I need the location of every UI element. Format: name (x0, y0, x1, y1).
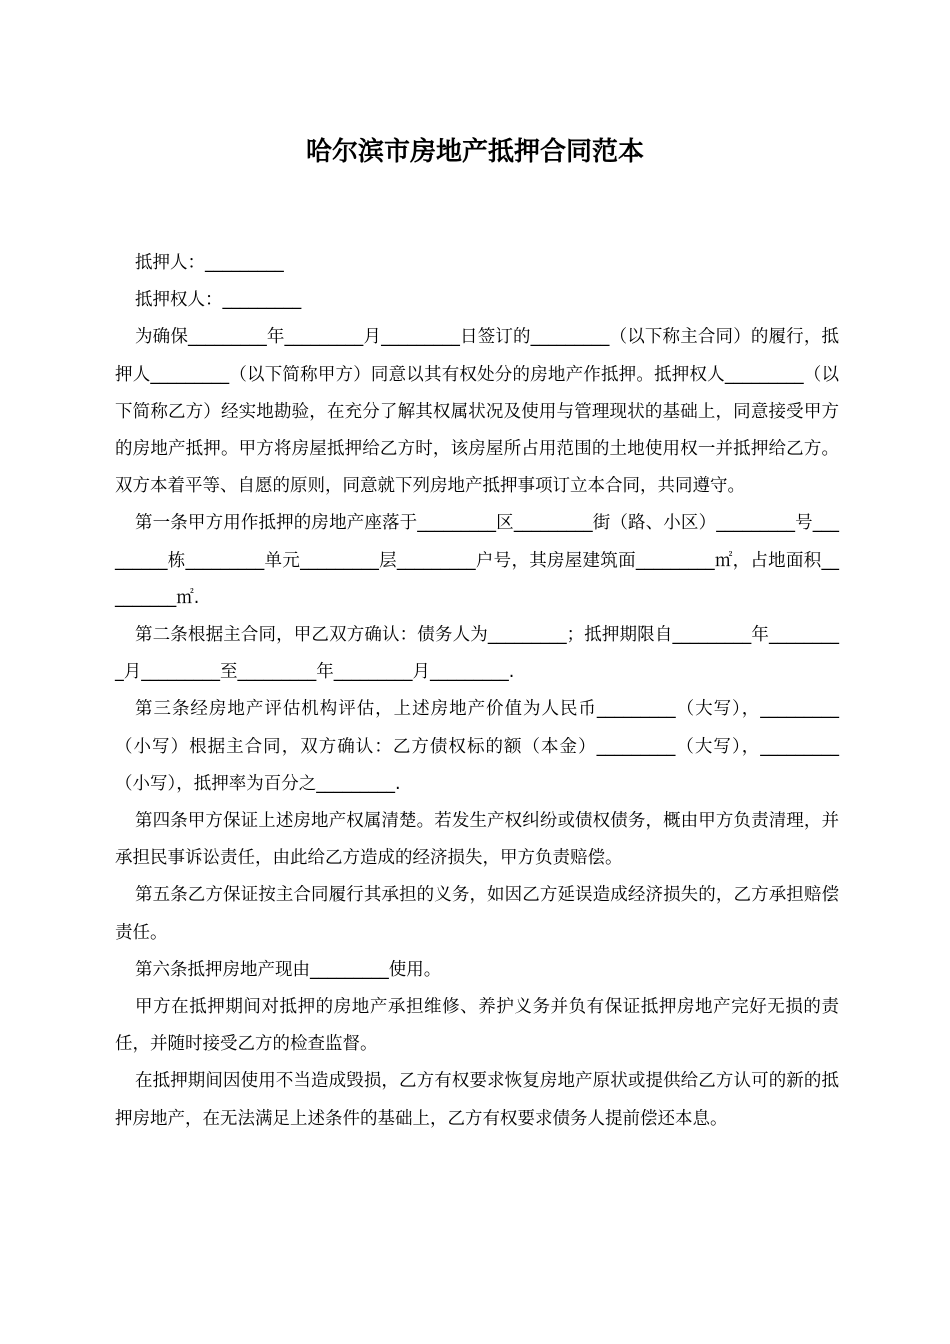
paragraph-damage: 在抵押期间因使用不当造成毁损，乙方有权要求恢复房地产原状或提供给乙方认可的新的抵押房地产，在无法满足上述条件的基础上，乙方有权要求债务人提前偿还本息。 (115, 1071, 839, 1129)
document-title: 哈尔滨市房地产抵押合同范本 (305, 137, 644, 167)
paragraph-article-6: 第六条抵押房地产现由_________使用。 (135, 959, 442, 980)
paragraph-mortgagor: 抵押人：_________ (135, 253, 284, 273)
document-body (115, 245, 839, 1138)
paragraph-preamble: 为确保_________年_________月_________日签订的_________（以下称主合同）的履行，抵押人_________（以下简称甲方）同意以其有权处分的房地产作抵押。抵押权人_________（以下简称乙方）经实地勘验，在充分了解其权属状况及使用与管理现状的基础上，同意接受甲方的房地产抵押。甲方将房屋抵押给乙方时，该房屋所占用范围的土地使用权一并抵押给乙方。双方本着平等、自愿的原则，同意就下列房地产抵押事项订立本合同，共同遵守。 (115, 327, 839, 497)
paragraph-mortgagee: 抵押权人：_________ (135, 290, 302, 311)
paragraph-article-1: 第一条甲方用作抵押的房地产座落于_________区_________街（路、小区）_________号_________栋_________单元_________层_________户号，其房屋建筑面_________㎡，占地面积_________㎡. (115, 513, 839, 608)
paragraph-article-5: 第五条乙方保证按主合同履行其承担的义务，如因乙方延误造成经济损失的，乙方承担赔偿责任。 (115, 885, 839, 943)
paragraph-article-2: 第二条根据主合同，甲乙双方确认：债务人为_________；抵押期限自_________年_________月_________至_________年_________月_________. (115, 625, 839, 683)
paragraph-article-4: 第四条甲方保证上述房地产权属清楚。若发生产权纠纷或债权债务，概由甲方负责清理，并承担民事诉讼责任，由此给乙方造成的经济损失，甲方负责赔偿。 (115, 811, 839, 869)
paragraph-article-3: 第三条经房地产评估机构评估，上述房地产价值为人民币_________（大写），_________（小写）根据主合同，双方确认：乙方债权标的额（本金）_________（大写），_________（小写），抵押率为百分之_________. (115, 699, 839, 794)
paragraph-maintenance: 甲方在抵押期间对抵押的房地产承担维修、养护义务并负有保证抵押房地产完好无损的责任，并随时接受乙方的检查监督。 (115, 997, 839, 1055)
